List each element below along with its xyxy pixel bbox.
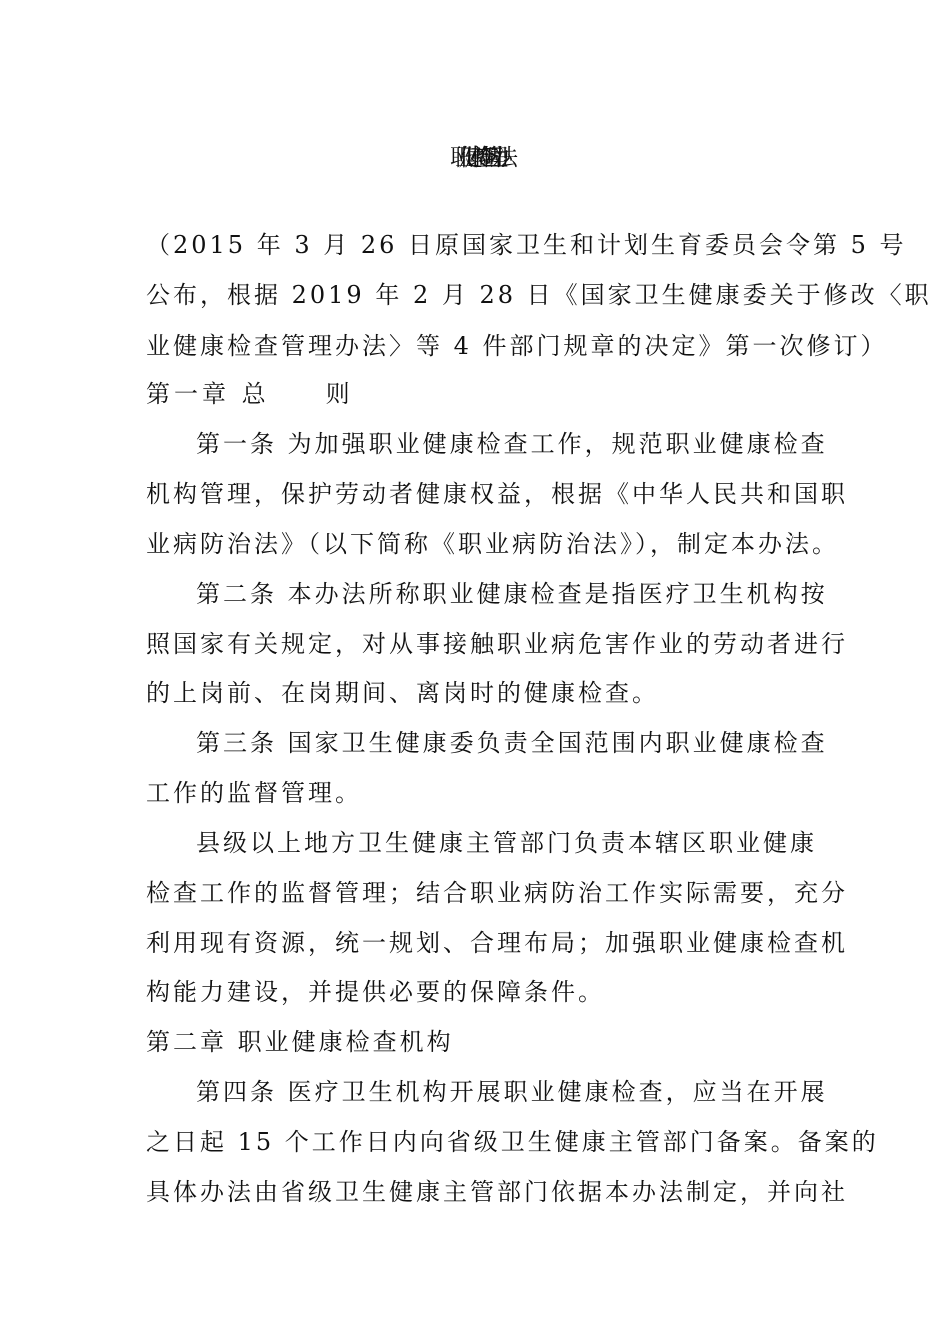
article-1-line-2: 机构管理，保护劳动者健康权益，根据《中华人民共和国职 [146, 480, 848, 508]
article-2-line-2: 照国家有关规定，对从事接触职业病危害作业的劳动者进行 [146, 630, 848, 658]
preamble-line-2: 公布，根据 2019 年 2 月 28 日《国家卫生健康委关于修改〈职 [146, 281, 932, 309]
article-3-para-2-line-1: 县级以上地方卫生健康主管部门负责本辖区职业健康 [196, 829, 817, 857]
article-4-line-1: 第四条 医疗卫生机构开展职业健康检查，应当在开展 [196, 1078, 828, 1106]
article-1-line-1: 第一条 为加强职业健康检查工作，规范职业健康检查 [196, 430, 828, 458]
chapter-2-heading: 第二章 职业健康检查机构 [146, 1028, 454, 1056]
article-3-para-2-line-4: 构能力建设，并提供必要的保障条件。 [146, 978, 605, 1006]
preamble-line-3: 业健康检查管理办法〉等 4 件部门规章的决定》第一次修订） [146, 332, 888, 360]
article-3-line-1: 第三条 国家卫生健康委负责全国范围内职业健康检查 [196, 729, 828, 757]
article-3-para-2-line-3: 利用现有资源，统一规划、合理布局；加强职业健康检查机 [146, 929, 848, 957]
article-4-line-3: 具体办法由省级卫生健康主管部门依据本办法制定，并向社 [146, 1178, 848, 1206]
article-2-line-1: 第二条 本办法所称职业健康检查是指医疗卫生机构按 [196, 580, 828, 608]
document-title: 职业健康检查管理办法 [450, 145, 500, 171]
article-1-line-3: 业病防治法》（以下简称《职业病防治法》），制定本办法。 [146, 530, 839, 558]
article-4-line-2: 之日起 15 个工作日内向省级卫生健康主管部门备案。备案的 [146, 1128, 879, 1156]
article-3-para-2-line-2: 检查工作的监督管理；结合职业病防治工作实际需要，充分 [146, 879, 848, 907]
article-3-line-2: 工作的监督管理。 [146, 779, 362, 807]
article-2-line-3: 的上岗前、在岗期间、离岗时的健康检查。 [146, 679, 659, 707]
chapter-1-heading: 第一章 总 则 [146, 380, 354, 408]
preamble-line-1: （2015 年 3 月 26 日原国家卫生和计划生育委员会令第 5 号 [146, 231, 907, 259]
